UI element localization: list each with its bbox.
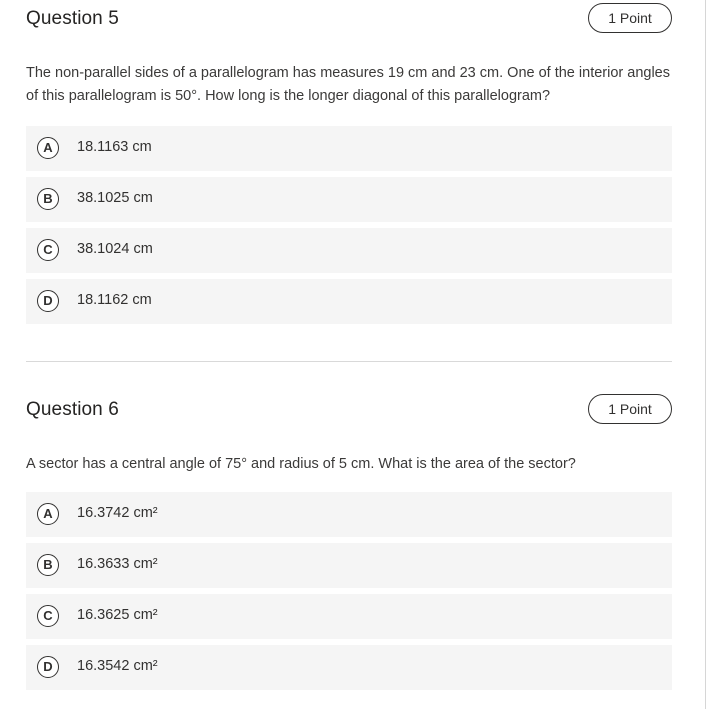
question-6 [26,391,672,674]
question-5 [26,0,672,308]
question-text: A sector has a central angle of 75° and radius of 5 cm. What is the area of the sector? [26,456,576,472]
option-b[interactable] [26,177,672,222]
option-letter-badge: A [37,503,59,525]
option-text: 16.3542 cm² [77,658,158,674]
option-letter-badge: C [37,605,59,627]
option-text: 16.3625 cm² [77,607,158,623]
option-letter-badge: B [37,188,59,210]
option-letter-badge: C [37,239,59,261]
option-letter-badge: D [37,290,59,312]
points-badge: 1 Point [588,3,672,33]
option-text: 38.1024 cm [77,241,153,257]
answer-options [26,126,672,330]
question-text: The non-parallel sides of a parallelogram has measures 19 cm and 23 cm. One of the interior angles of this parallelogram is 50°. How long is the longer diagonal of this parallelogram? [26,65,670,104]
question-header [26,391,672,431]
points-badge: 1 Point [588,394,672,424]
option-letter-badge: B [37,554,59,576]
option-a[interactable] [26,126,672,171]
option-b[interactable] [26,543,672,588]
option-a[interactable] [26,492,672,537]
question-header [26,0,672,40]
option-letter-badge: D [37,656,59,678]
option-c[interactable] [26,228,672,273]
answer-options [26,492,672,696]
option-text: 18.1163 cm [77,139,152,155]
option-letter-badge: A [37,137,59,159]
option-text: 18.1162 cm [77,292,152,308]
option-c[interactable] [26,594,672,639]
option-text: 16.3742 cm² [77,505,158,521]
page-edge-line [705,0,706,709]
option-text: 16.3633 cm² [77,556,158,572]
option-text: 38.1025 cm [77,190,153,206]
question-title: Question 5 [26,8,119,29]
option-d[interactable] [26,279,672,324]
question-title: Question 6 [26,399,119,420]
option-d[interactable] [26,645,672,690]
question-divider [26,361,672,362]
